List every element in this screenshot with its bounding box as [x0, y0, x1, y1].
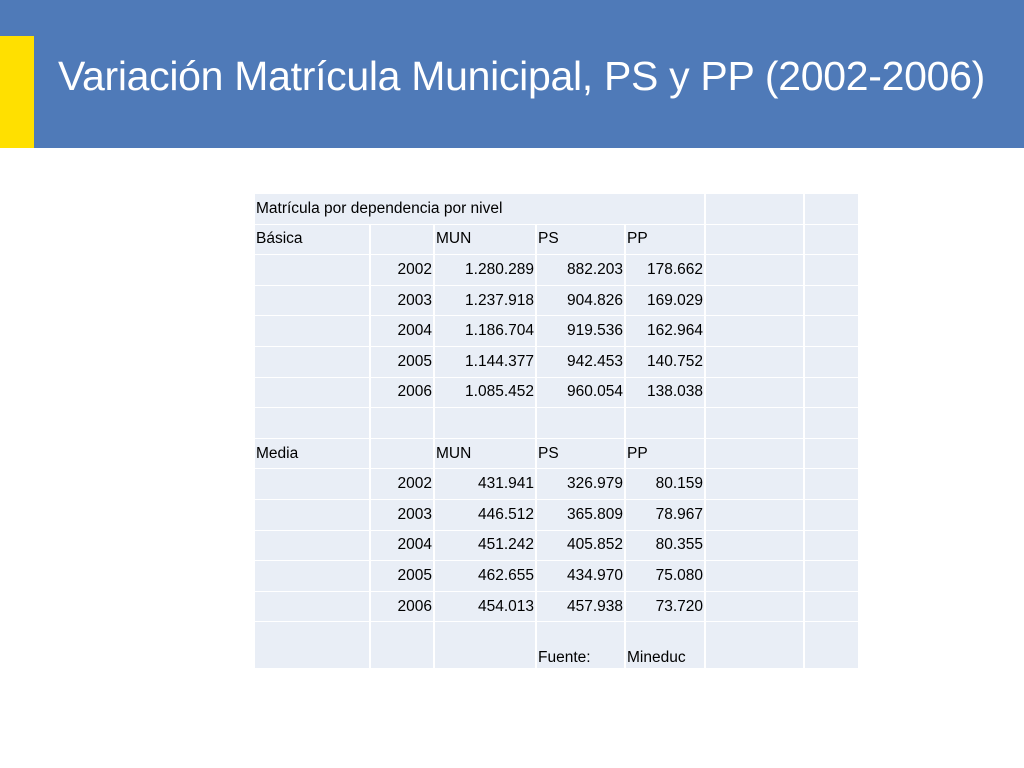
- year-cell: 2005: [371, 347, 433, 377]
- column-header-mun: MUN: [435, 225, 535, 255]
- empty-cell: [805, 531, 858, 561]
- table-caption-row: [255, 194, 858, 224]
- source-label: Fuente:: [537, 622, 624, 668]
- empty-cell: [805, 225, 858, 255]
- source-row: [255, 622, 858, 668]
- empty-cell: [805, 439, 858, 469]
- pp-value: 73.720: [626, 592, 704, 622]
- empty-cell: [255, 500, 369, 530]
- enrollment-table: [253, 193, 860, 669]
- pp-value: 162.964: [626, 316, 704, 346]
- source-value: Mineduc: [626, 622, 704, 668]
- mun-value: 1.144.377: [435, 347, 535, 377]
- empty-cell: [805, 622, 858, 668]
- mun-value: 446.512: [435, 500, 535, 530]
- empty-cell: [706, 286, 803, 316]
- empty-cell: [706, 347, 803, 377]
- empty-cell: [255, 561, 369, 591]
- empty-cell: [706, 225, 803, 255]
- empty-cell: [805, 378, 858, 408]
- empty-cell: [805, 316, 858, 346]
- table-row: [255, 378, 858, 408]
- ps-value: 326.979: [537, 469, 624, 499]
- empty-cell: [706, 255, 803, 285]
- empty-cell: [805, 592, 858, 622]
- empty-cell: [706, 561, 803, 591]
- empty-cell: [255, 316, 369, 346]
- empty-cell: [706, 316, 803, 346]
- empty-cell: [706, 592, 803, 622]
- accent-bar: [0, 36, 34, 148]
- empty-cell: [805, 194, 858, 224]
- empty-cell: [371, 439, 433, 469]
- column-header-ps: PS: [537, 439, 624, 469]
- column-header-pp: PP: [626, 439, 704, 469]
- empty-cell: [706, 500, 803, 530]
- ps-value: 904.826: [537, 286, 624, 316]
- mun-value: 462.655: [435, 561, 535, 591]
- table-row: [255, 347, 858, 377]
- year-cell: 2003: [371, 500, 433, 530]
- level-label-basica: Básica: [255, 225, 369, 255]
- ps-value: 405.852: [537, 531, 624, 561]
- empty-cell: [435, 408, 535, 438]
- table-row: [255, 286, 858, 316]
- section-header-row: [255, 225, 858, 255]
- empty-cell: [706, 469, 803, 499]
- ps-value: 882.203: [537, 255, 624, 285]
- table-row: [255, 561, 858, 591]
- ps-value: 960.054: [537, 378, 624, 408]
- ps-value: 434.970: [537, 561, 624, 591]
- column-header-mun: MUN: [435, 439, 535, 469]
- level-label-media: Media: [255, 439, 369, 469]
- empty-cell: [805, 500, 858, 530]
- empty-cell: [255, 469, 369, 499]
- pp-value: 75.080: [626, 561, 704, 591]
- mun-value: 1.085.452: [435, 378, 535, 408]
- empty-cell: [435, 622, 535, 668]
- empty-cell: [537, 408, 624, 438]
- year-cell: 2003: [371, 286, 433, 316]
- pp-value: 140.752: [626, 347, 704, 377]
- table-row: [255, 316, 858, 346]
- empty-cell: [805, 255, 858, 285]
- ps-value: 942.453: [537, 347, 624, 377]
- year-cell: 2004: [371, 316, 433, 346]
- empty-cell: [805, 408, 858, 438]
- table-row: [255, 469, 858, 499]
- column-header-pp: PP: [626, 225, 704, 255]
- table-row: [255, 255, 858, 285]
- empty-cell: [371, 225, 433, 255]
- empty-cell: [706, 439, 803, 469]
- empty-cell: [255, 286, 369, 316]
- empty-cell: [255, 378, 369, 408]
- empty-cell: [706, 531, 803, 561]
- year-cell: 2006: [371, 592, 433, 622]
- mun-value: 1.280.289: [435, 255, 535, 285]
- pp-value: 78.967: [626, 500, 704, 530]
- empty-cell: [805, 286, 858, 316]
- column-header-ps: PS: [537, 225, 624, 255]
- table-row: [255, 500, 858, 530]
- mun-value: 1.186.704: [435, 316, 535, 346]
- ps-value: 919.536: [537, 316, 624, 346]
- empty-cell: [255, 347, 369, 377]
- year-cell: 2004: [371, 531, 433, 561]
- spacer-row: [255, 408, 858, 438]
- table-caption: Matrícula por dependencia por nivel: [255, 194, 704, 224]
- empty-cell: [805, 347, 858, 377]
- empty-cell: [805, 469, 858, 499]
- ps-value: 365.809: [537, 500, 624, 530]
- empty-cell: [255, 255, 369, 285]
- ps-value: 457.938: [537, 592, 624, 622]
- empty-cell: [706, 194, 803, 224]
- table-row: [255, 531, 858, 561]
- mun-value: 454.013: [435, 592, 535, 622]
- empty-cell: [255, 531, 369, 561]
- slide-title: Variación Matrícula Municipal, PS y PP (2002-2006): [58, 53, 985, 99]
- empty-cell: [371, 622, 433, 668]
- year-cell: 2002: [371, 255, 433, 285]
- empty-cell: [706, 378, 803, 408]
- mun-value: 1.237.918: [435, 286, 535, 316]
- empty-cell: [255, 622, 369, 668]
- empty-cell: [255, 408, 369, 438]
- pp-value: 138.038: [626, 378, 704, 408]
- section-header-row: [255, 439, 858, 469]
- empty-cell: [255, 592, 369, 622]
- mun-value: 451.242: [435, 531, 535, 561]
- empty-cell: [706, 622, 803, 668]
- year-cell: 2005: [371, 561, 433, 591]
- pp-value: 178.662: [626, 255, 704, 285]
- year-cell: 2002: [371, 469, 433, 499]
- empty-cell: [805, 561, 858, 591]
- pp-value: 169.029: [626, 286, 704, 316]
- year-cell: 2006: [371, 378, 433, 408]
- pp-value: 80.159: [626, 469, 704, 499]
- empty-cell: [626, 408, 704, 438]
- mun-value: 431.941: [435, 469, 535, 499]
- empty-cell: [706, 408, 803, 438]
- empty-cell: [371, 408, 433, 438]
- table-row: [255, 592, 858, 622]
- pp-value: 80.355: [626, 531, 704, 561]
